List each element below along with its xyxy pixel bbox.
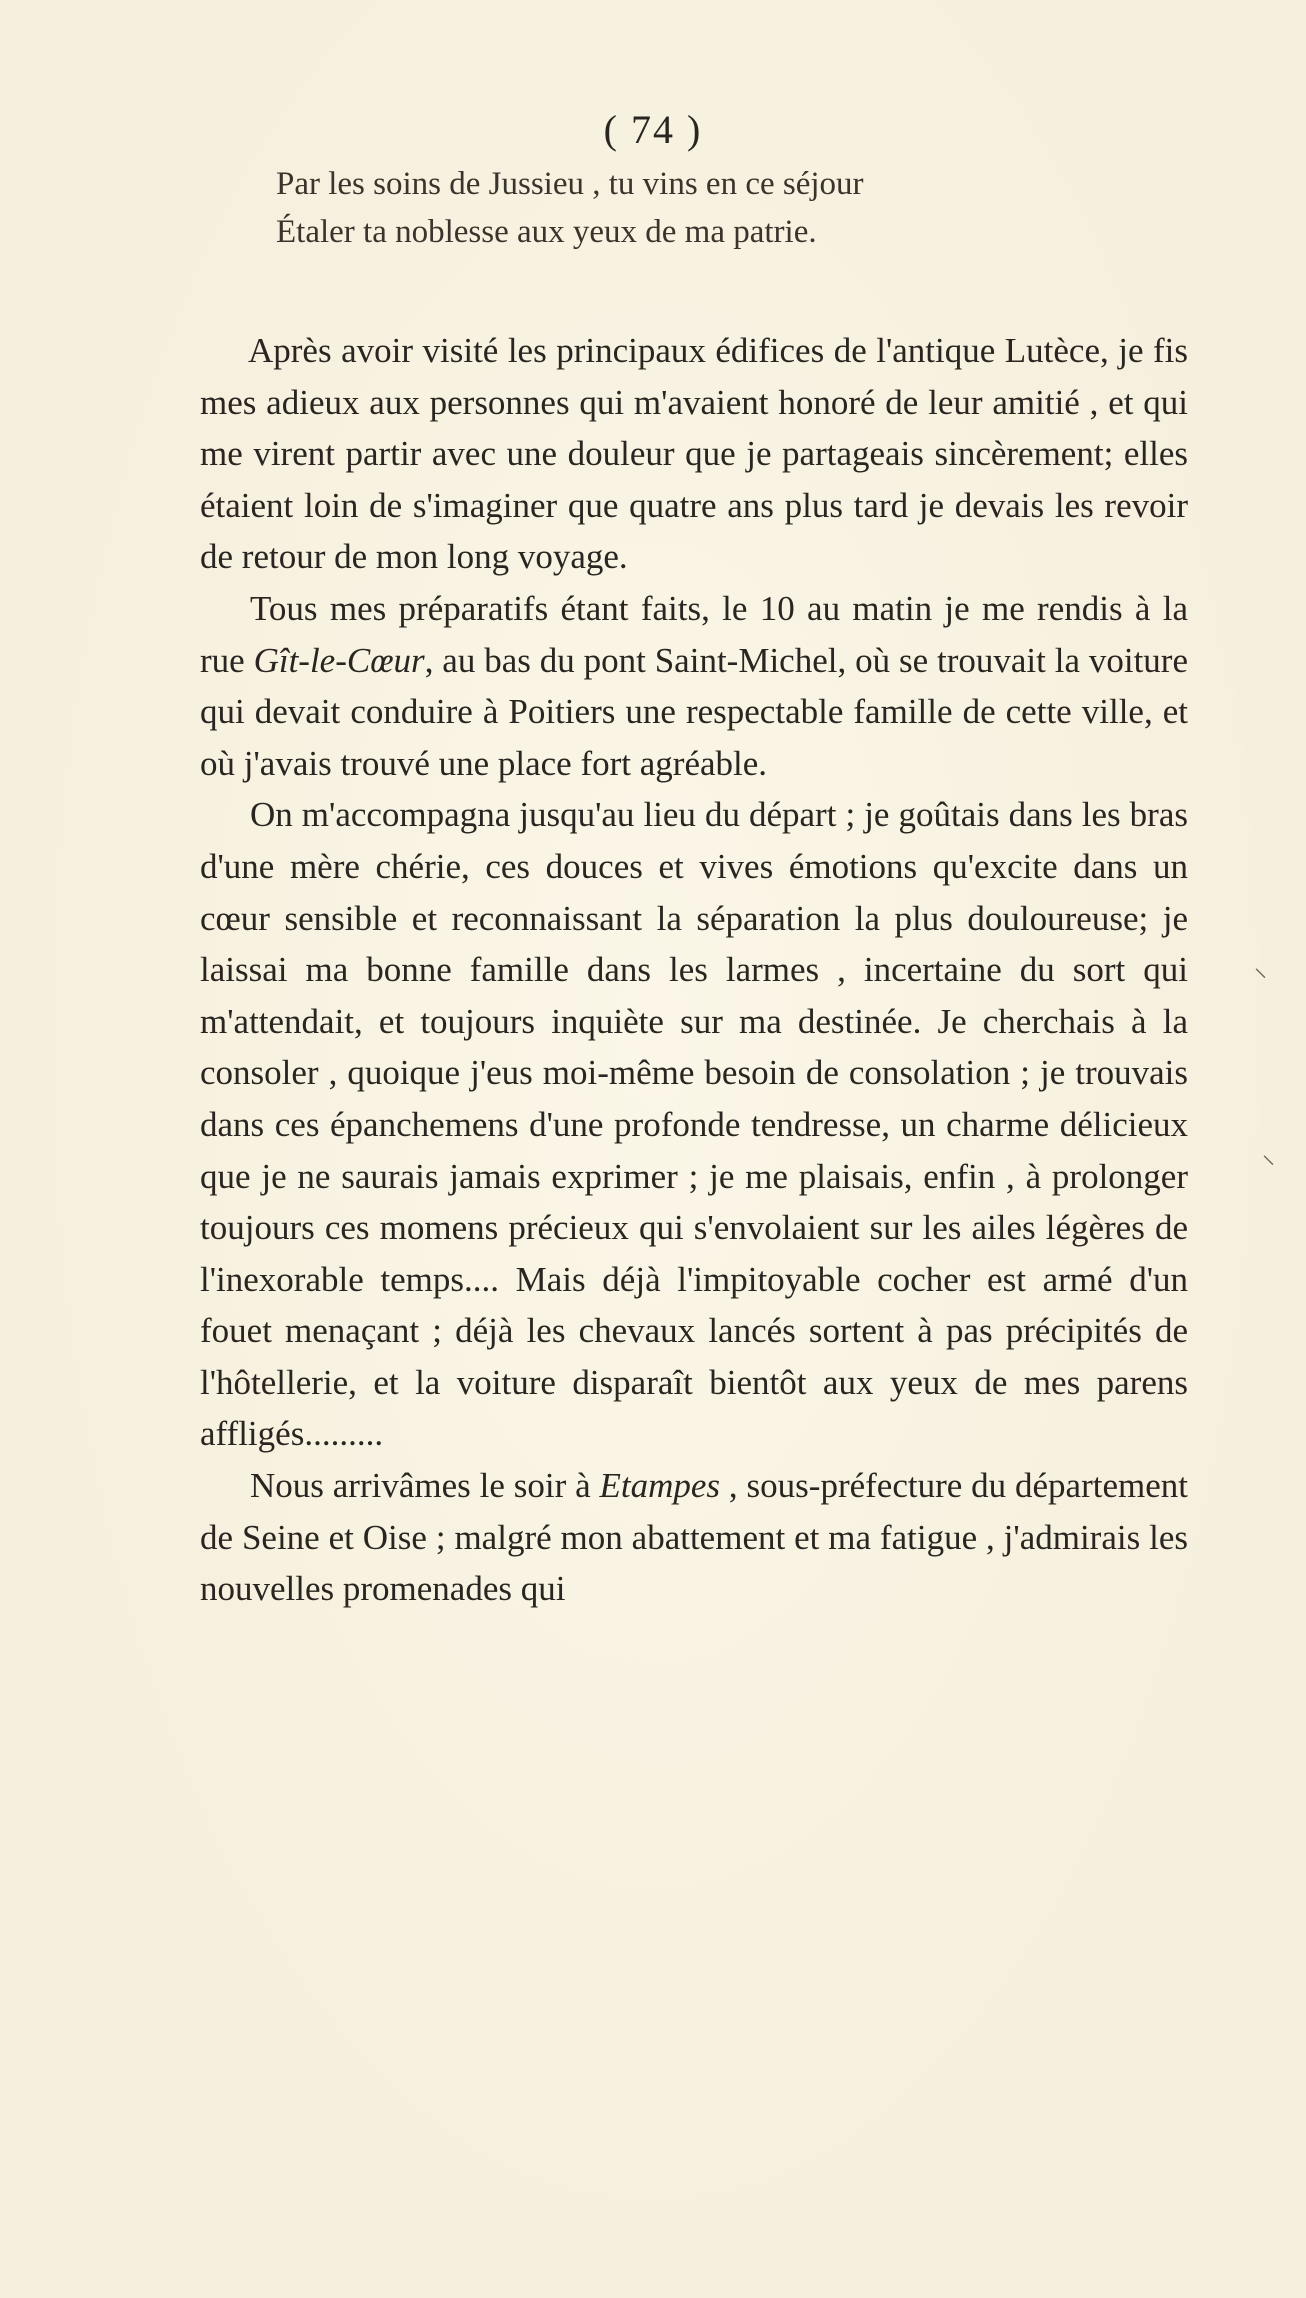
- margin-mark-icon: ⸜: [1262, 1140, 1276, 1170]
- town-name-italic: Etampes: [599, 1466, 721, 1506]
- epigraph-line-1: Par les soins de Jussieu , tu vins en ce séjour: [276, 166, 864, 202]
- paragraph-text: , sous-préfecture du département de Seine et Oise ; malgré mon abattement et ma fatigue , j'admirais les nouvelles promenades qui: [200, 1466, 1188, 1609]
- paragraph-text: Tous mes préparatifs étant faits, le 10 au matin je me rendis à la rue: [200, 588, 1188, 680]
- paragraph-2: [200, 583, 1188, 789]
- paragraph-text: On m'accompagna jusqu'au lieu du départ ; je goûtais dans les bras d'une mère chérie, ces douces et vives émotions qu'excite dans un cœur sensible et reconnaissant la séparation la plus douloureuse; je laissai ma bonne famille dans les larmes , incertaine du sort qui m'attendait, et toujours inquiète sur ma destinée. Je cherchais à la consoler , quoique j'eus moi-même besoin de consolation ; je trouvais dans ces épanchemens d'une profonde tendresse, un charme délicieux que je ne saurais jamais exprimer ; je me plaisais, enfin , à prolonger toujours ces momens précieux qui s'envolaient sur les ailes légères de l'inexorable temps.... Mais déjà l'impitoyable cocher est armé d'un fouet menaçant ; déjà les chevaux lancés sortent à pas précipités de l'hôtellerie, et la voiture disparaît bientôt aux yeux de mes parens affligés.........: [200, 795, 1188, 1454]
- paragraph-text: Après avoir visité les principaux édifices de l'antique Lutèce, je fis mes adieux aux personnes qui m'avaient honoré de leur amitié , et qui me virent partir avec une douleur que je partageais sincèrement; elles étaient loin de s'imaginer que quatre ans plus tard je devais les revoir de retour de mon long voyage.: [200, 331, 1188, 577]
- epigraph-line-2: Étaler ta noblesse aux yeux de ma patrie.: [276, 214, 817, 250]
- paragraph-text: Nous arrivâmes le soir à: [250, 1466, 600, 1506]
- paragraph-4: [200, 1460, 1188, 1615]
- street-name-italic: Gît-le-Cœur: [253, 640, 425, 680]
- page-number: ( 74 ): [603, 107, 703, 152]
- paragraph-text: , au bas du pont Saint-Michel, où se trouvait la voiture qui devait conduire à Poitiers une respectable famille de cette ville, et où j'avais trouvé une place fort agréable.: [200, 640, 1188, 783]
- body-text: [200, 325, 1188, 1615]
- margin-mark-icon: ⸜: [1254, 953, 1268, 983]
- paragraph-3: [200, 789, 1188, 1460]
- paragraph-1: [200, 325, 1188, 583]
- epigraph-verse: [276, 160, 864, 256]
